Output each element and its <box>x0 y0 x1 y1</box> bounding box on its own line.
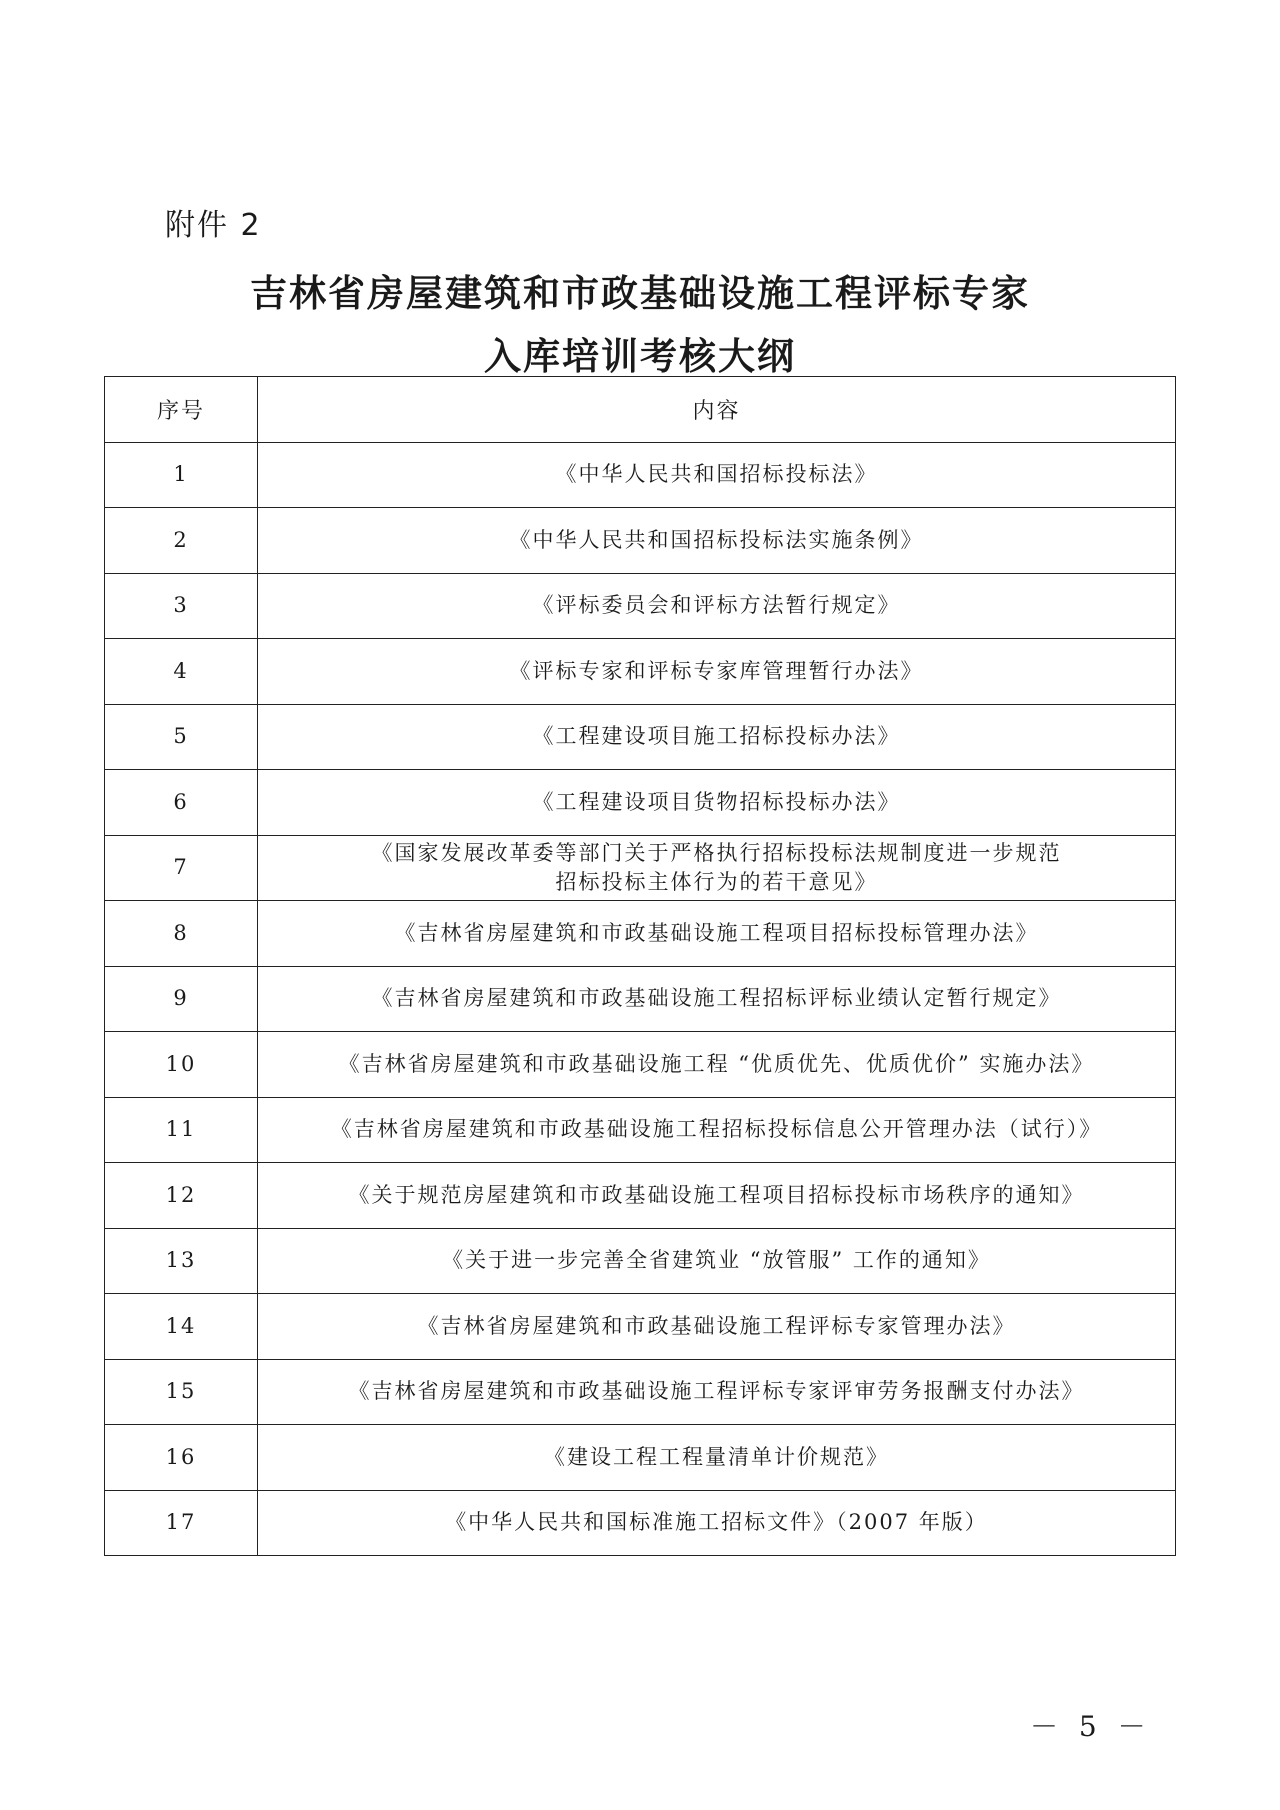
table-row <box>105 1228 1176 1294</box>
row-content <box>258 835 1176 901</box>
outline-table <box>104 376 1176 1556</box>
row-no: 3 <box>105 573 258 639</box>
row-content: 《评标专家和评标专家库管理暂行办法》 <box>258 639 1176 705</box>
page-number: － 5 － <box>1030 1710 1152 1743</box>
row-content: 《关于规范房屋建筑和市政基础设施工程项目招标投标市场秩序的通知》 <box>258 1163 1176 1229</box>
table-row <box>105 770 1176 836</box>
row-no: 12 <box>105 1163 258 1229</box>
row-no: 2 <box>105 508 258 574</box>
row-content: 《吉林省房屋建筑和市政基础设施工程招标评标业绩认定暂行规定》 <box>258 966 1176 1032</box>
row-no: 7 <box>105 835 258 901</box>
row-content-line2: 招标投标主体行为的若干意见》 <box>555 869 878 894</box>
row-no: 6 <box>105 770 258 836</box>
header-no: 序号 <box>105 377 258 443</box>
row-no: 4 <box>105 639 258 705</box>
table-row <box>105 1032 1176 1098</box>
row-content: 《建设工程工程量清单计价规范》 <box>258 1425 1176 1491</box>
row-no: 8 <box>105 901 258 967</box>
row-no: 11 <box>105 1097 258 1163</box>
row-content: 《中华人民共和国标准施工招标文件》（2007 年版） <box>258 1490 1176 1556</box>
row-no: 15 <box>105 1359 258 1425</box>
table-row <box>105 1490 1176 1556</box>
table-row <box>105 639 1176 705</box>
row-no: 16 <box>105 1425 258 1491</box>
document-title-line2: 入库培训考核大纲 <box>484 335 796 378</box>
header-content: 内容 <box>258 377 1176 443</box>
table-row <box>105 966 1176 1032</box>
row-content: 《中华人民共和国招标投标法实施条例》 <box>258 508 1176 574</box>
row-content: 《吉林省房屋建筑和市政基础设施工程招标投标信息公开管理办法（试行）》 <box>258 1097 1176 1163</box>
row-content: 《工程建设项目货物招标投标办法》 <box>258 770 1176 836</box>
row-content: 《评标委员会和评标方法暂行规定》 <box>258 573 1176 639</box>
table-row <box>105 901 1176 967</box>
table-row <box>105 573 1176 639</box>
row-no: 14 <box>105 1294 258 1360</box>
table-row <box>105 508 1176 574</box>
table-row <box>105 704 1176 770</box>
row-content: 《吉林省房屋建筑和市政基础设施工程项目招标投标管理办法》 <box>258 901 1176 967</box>
row-content: 《中华人民共和国招标投标法》 <box>258 442 1176 508</box>
row-no: 17 <box>105 1490 258 1556</box>
row-content: 《吉林省房屋建筑和市政基础设施工程评标专家评审劳务报酬支付办法》 <box>258 1359 1176 1425</box>
table-row <box>105 1163 1176 1229</box>
row-no: 5 <box>105 704 258 770</box>
row-content-line1: 《国家发展改革委等部门关于严格执行招标投标法规制度进一步规范 <box>371 840 1062 865</box>
table-header-row <box>105 377 1176 443</box>
row-no: 10 <box>105 1032 258 1098</box>
row-content: 《关于进一步完善全省建筑业 “放管服” 工作的通知》 <box>258 1228 1176 1294</box>
table-row <box>105 442 1176 508</box>
document-title-line1: 吉林省房屋建筑和市政基础设施工程评标专家 <box>250 272 1030 315</box>
row-content: 《工程建设项目施工招标投标办法》 <box>258 704 1176 770</box>
table-row <box>105 1097 1176 1163</box>
table-row <box>105 1425 1176 1491</box>
row-content: 《吉林省房屋建筑和市政基础设施工程评标专家管理办法》 <box>258 1294 1176 1360</box>
table-row <box>105 1294 1176 1360</box>
row-no: 9 <box>105 966 258 1032</box>
row-content: 《吉林省房屋建筑和市政基础设施工程 “优质优先、优质优价” 实施办法》 <box>258 1032 1176 1098</box>
attachment-label: 附件 2 <box>165 208 262 243</box>
row-no: 1 <box>105 442 258 508</box>
row-no: 13 <box>105 1228 258 1294</box>
table-row <box>105 835 1176 901</box>
table-row <box>105 1359 1176 1425</box>
